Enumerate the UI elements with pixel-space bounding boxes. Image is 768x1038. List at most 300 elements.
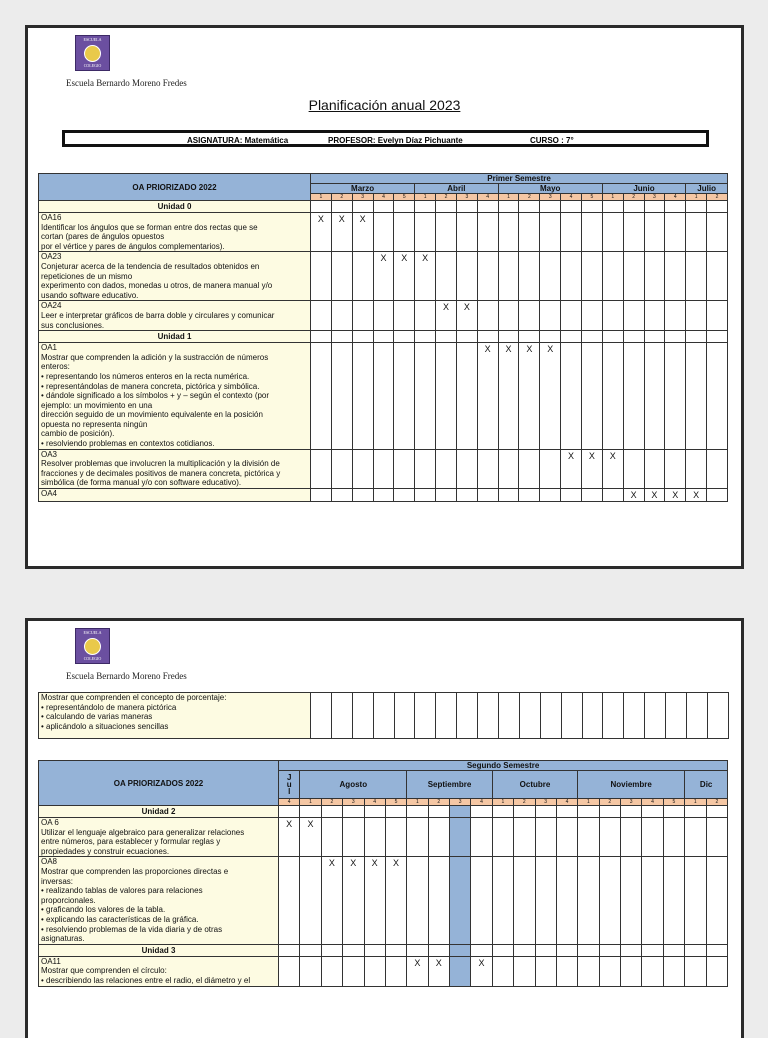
- month-header: Agosto: [300, 771, 407, 799]
- week-cell: [373, 449, 394, 488]
- week-cell: [343, 944, 364, 956]
- oa-text-line: • explicando las características de la gráfica.: [41, 914, 199, 924]
- week-cell: [492, 857, 513, 944]
- document-title: Planificación anual 2023: [308, 97, 461, 113]
- oa-description-cell: [39, 489, 311, 502]
- week-cell: [373, 343, 394, 450]
- month-header-julio: [279, 771, 300, 799]
- week-cell: [685, 818, 706, 857]
- week-number: 1: [407, 799, 428, 806]
- week-cell: [561, 693, 582, 739]
- week-cell: [623, 252, 644, 301]
- week-mark: X: [428, 956, 449, 986]
- week-mark: X: [394, 252, 415, 301]
- week-cell: [707, 201, 728, 213]
- week-mark: X: [364, 857, 385, 944]
- oa-text-line: Mostrar que comprenden el concepto de porcentaje:: [41, 693, 227, 702]
- week-cell: [665, 213, 686, 252]
- week-cell: [706, 806, 728, 818]
- week-cell: [706, 956, 728, 986]
- week-cell: [415, 693, 436, 739]
- week-cell: [436, 693, 457, 739]
- oa-header: OA PRIORIZADO 2022: [39, 174, 311, 201]
- week-cell: [642, 857, 663, 944]
- week-mark: X: [311, 213, 332, 252]
- week-cell: [364, 806, 385, 818]
- week-cell: [492, 806, 513, 818]
- unit-label: Unidad 1: [39, 331, 311, 343]
- week-cell: [394, 331, 415, 343]
- week-cell: [581, 331, 602, 343]
- week-number: 1: [602, 194, 623, 201]
- unit-label: Unidad 3: [39, 944, 279, 956]
- oa-code: OA8: [41, 857, 58, 867]
- week-mark: X: [279, 818, 300, 857]
- week-number: 3: [535, 799, 556, 806]
- week-number: 1: [578, 799, 599, 806]
- week-number: 5: [385, 799, 406, 806]
- week-cell: [578, 944, 599, 956]
- week-cell: [352, 301, 373, 331]
- week-cell: [685, 944, 706, 956]
- week-cell: [477, 331, 498, 343]
- oa-text-line: repeticiones de un mismo: [41, 271, 133, 281]
- oa-description-cell: [39, 252, 311, 301]
- week-cell: [645, 693, 666, 739]
- week-cell: [602, 343, 623, 450]
- oa-code: OA16: [41, 213, 62, 222]
- oa-text-line: • realizando tablas de valores para relaciones: [41, 886, 203, 896]
- oa-text-line: usando software educativo.: [41, 290, 139, 300]
- oa-text-line: asignaturas.: [41, 934, 85, 944]
- month-letter: l: [288, 787, 291, 796]
- week-cell: [436, 449, 457, 488]
- week-cell: [311, 449, 332, 488]
- week-cell: [519, 449, 540, 488]
- school-logo: [75, 628, 110, 664]
- week-cell: [300, 944, 321, 956]
- week-cell: [407, 818, 428, 857]
- week-cell: [436, 489, 457, 502]
- week-cell: [514, 857, 535, 944]
- week-cell: [311, 331, 332, 343]
- logo-bottom-text: COLEGIO: [83, 656, 102, 661]
- oa-text-line: opuesta no representa ningún: [41, 419, 148, 429]
- week-cell: [644, 449, 665, 488]
- oa-text-line: Resolver problemas que involucren la multiplicación y la división de: [41, 459, 280, 469]
- week-cell: [450, 857, 471, 944]
- logo-top-text: ESCUELA: [83, 630, 102, 635]
- oa-text-line: • calculando de varias maneras: [41, 712, 153, 722]
- week-mark: X: [407, 956, 428, 986]
- table-row: [39, 343, 728, 450]
- oa-text-line: Utilizar el lenguaje algebraico para generalizar relaciones: [41, 827, 245, 837]
- week-number: 2: [706, 799, 728, 806]
- week-cell: [561, 489, 582, 502]
- week-mark: X: [331, 213, 352, 252]
- oa-text-line: • dándole significado a los símbolos + y – según el contexto (por: [41, 391, 270, 401]
- week-cell: [394, 693, 415, 739]
- week-number: 3: [352, 194, 373, 201]
- logo-bottom-text: COLEGIO: [83, 63, 102, 68]
- week-cell: [665, 343, 686, 450]
- week-cell: [456, 213, 477, 252]
- week-cell: [321, 806, 342, 818]
- week-cell: [514, 956, 535, 986]
- week-cell: [477, 213, 498, 252]
- week-cell: [665, 201, 686, 213]
- week-mark: X: [498, 343, 519, 450]
- week-cell: [685, 857, 706, 944]
- week-number: 1: [686, 194, 707, 201]
- week-cell: [644, 343, 665, 450]
- week-cell: [352, 449, 373, 488]
- month-letter: J: [286, 773, 292, 782]
- week-mark: X: [385, 857, 406, 944]
- week-cell: [603, 693, 624, 739]
- oa-text-line: • representándolas de manera concreta, pictórica y simbólica.: [41, 381, 260, 391]
- oa-text-line: cambio de posición).: [41, 429, 115, 439]
- oa-code: OA1: [41, 343, 58, 353]
- month-header: Mayo: [498, 184, 602, 194]
- oa-description-cell: [39, 818, 279, 857]
- week-cell: [707, 449, 728, 488]
- week-mark: X: [477, 343, 498, 450]
- week-cell: [477, 252, 498, 301]
- week-cell: [556, 806, 577, 818]
- week-cell: [436, 331, 457, 343]
- week-mark: X: [352, 213, 373, 252]
- week-cell: [621, 806, 642, 818]
- week-cell: [540, 331, 561, 343]
- week-cell: [415, 213, 436, 252]
- oa-description-cell: [39, 956, 279, 986]
- month-header: Dic: [685, 771, 728, 799]
- week-cell: [352, 252, 373, 301]
- week-cell: [471, 818, 492, 857]
- table-row: [39, 449, 728, 488]
- oa-text-line: Leer e interpretar gráficos de barra doble y circulares y comunicar: [41, 310, 275, 320]
- week-cell: [686, 331, 707, 343]
- week-cell: [582, 693, 603, 739]
- week-mark: X: [623, 489, 644, 502]
- oa-code: OA 6: [41, 818, 59, 827]
- oa-text-line: Mostrar que comprenden las proporciones directas e: [41, 866, 229, 876]
- week-cell: [599, 944, 620, 956]
- week-cell: [477, 449, 498, 488]
- week-cell: [561, 343, 582, 450]
- month-header: Octubre: [492, 771, 578, 799]
- week-cell: [644, 213, 665, 252]
- week-cell: [352, 489, 373, 502]
- oa-code: OA4: [41, 489, 58, 499]
- week-cell: [343, 806, 364, 818]
- week-number: 1: [492, 799, 513, 806]
- week-number: 5: [581, 194, 602, 201]
- school-name: Escuela Bernardo Moreno Fredes: [66, 671, 187, 681]
- week-cell: [666, 693, 687, 739]
- week-number: 4: [642, 799, 663, 806]
- table-row: [39, 489, 728, 502]
- week-mark: X: [343, 857, 364, 944]
- week-cell: [428, 944, 449, 956]
- week-cell: [556, 857, 577, 944]
- week-cell: [456, 343, 477, 450]
- week-cell: [477, 201, 498, 213]
- week-cell: [456, 449, 477, 488]
- week-cell: [621, 818, 642, 857]
- week-cell: [665, 301, 686, 331]
- week-cell: [599, 857, 620, 944]
- week-mark: X: [581, 449, 602, 488]
- week-cell: [514, 944, 535, 956]
- week-cell: [581, 201, 602, 213]
- second-semester-table: [38, 760, 728, 987]
- week-cell: [499, 693, 520, 739]
- week-cell: [602, 213, 623, 252]
- week-cell: [428, 857, 449, 944]
- week-cell: [331, 201, 352, 213]
- week-cell: [471, 944, 492, 956]
- week-cell: [685, 806, 706, 818]
- week-cell: [450, 806, 471, 818]
- week-number: 1: [498, 194, 519, 201]
- week-cell: [498, 489, 519, 502]
- oa-text-line: sus conclusiones.: [41, 320, 105, 330]
- oa-text-line: • representándolo de manera pictórica: [41, 702, 177, 712]
- oa4-continuation-table: [38, 692, 729, 739]
- table-row: [39, 213, 728, 252]
- week-cell: [623, 301, 644, 331]
- unit-row: [39, 944, 728, 956]
- week-cell: [686, 449, 707, 488]
- week-cell: [642, 944, 663, 956]
- week-cell: [535, 944, 556, 956]
- week-cell: [621, 944, 642, 956]
- week-cell: [623, 331, 644, 343]
- oa-text-line: • graficando los valores de la tabla.: [41, 905, 166, 915]
- month-header: Noviembre: [578, 771, 685, 799]
- oa-description-cell: [39, 449, 311, 488]
- week-cell: [578, 857, 599, 944]
- week-cell: [352, 331, 373, 343]
- week-cell: [665, 449, 686, 488]
- school-logo: [75, 35, 110, 71]
- week-cell: [581, 343, 602, 450]
- week-cell: [686, 343, 707, 450]
- oa-code: OA24: [41, 301, 62, 311]
- oa-text-line: Identificar los ángulos que se forman entre dos rectas que se: [41, 222, 258, 232]
- week-cell: [519, 201, 540, 213]
- week-cell: [540, 213, 561, 252]
- oa-text-line: dirección seguido de un movimiento equivalente en la posición: [41, 410, 263, 420]
- school-name: Escuela Bernardo Moreno Fredes: [66, 78, 187, 88]
- oa-text-line: • aplicándolo a situaciones sencillas: [41, 721, 169, 731]
- week-number: 3: [450, 799, 471, 806]
- week-mark: X: [540, 343, 561, 450]
- week-number: 4: [373, 194, 394, 201]
- week-cell: [581, 301, 602, 331]
- oa-description-cell: [39, 693, 311, 739]
- week-cell: [373, 213, 394, 252]
- week-cell: [436, 252, 457, 301]
- week-mark: X: [519, 343, 540, 450]
- unit-row: [39, 201, 728, 213]
- table-row: [39, 818, 728, 857]
- week-number: 4: [279, 799, 300, 806]
- week-mark: X: [686, 489, 707, 502]
- week-cell: [436, 343, 457, 450]
- course-label: CURSO : 7°: [530, 136, 574, 145]
- week-cell: [540, 252, 561, 301]
- week-cell: [581, 252, 602, 301]
- week-cell: [599, 956, 620, 986]
- week-number: 4: [561, 194, 582, 201]
- week-cell: [644, 301, 665, 331]
- week-number: 2: [436, 194, 457, 201]
- week-cell: [321, 956, 342, 986]
- week-cell: [311, 343, 332, 450]
- week-cell: [498, 213, 519, 252]
- week-cell: [687, 693, 708, 739]
- week-cell: [394, 449, 415, 488]
- oa-text-line: Conjeturar acerca de la tendencia de resultados obtenidos en: [41, 261, 260, 271]
- week-cell: [561, 252, 582, 301]
- week-cell: [456, 201, 477, 213]
- week-cell: [385, 956, 406, 986]
- week-cell: [279, 857, 300, 944]
- week-cell: [428, 818, 449, 857]
- oa-text-line: Mostrar que comprenden la adición y la sustracción de números: [41, 352, 269, 362]
- oa-description-cell: [39, 857, 279, 944]
- week-cell: [407, 857, 428, 944]
- week-cell: [279, 806, 300, 818]
- week-cell: [602, 201, 623, 213]
- week-cell: [561, 213, 582, 252]
- week-cell: [707, 489, 728, 502]
- week-cell: [331, 489, 352, 502]
- week-cell: [415, 449, 436, 488]
- teacher-label: PROFESOR: Evelyn Díaz Pichuante: [328, 136, 463, 145]
- week-cell: [415, 301, 436, 331]
- week-cell: [311, 252, 332, 301]
- week-cell: [364, 956, 385, 986]
- week-mark: X: [415, 252, 436, 301]
- week-cell: [343, 956, 364, 986]
- oa-text-line: experimento con dados, monedas u otros, de manera manual y/o: [41, 281, 273, 291]
- week-cell: [394, 201, 415, 213]
- week-mark: X: [456, 301, 477, 331]
- week-number: 4: [471, 799, 492, 806]
- week-cell: [519, 252, 540, 301]
- week-cell: [535, 806, 556, 818]
- document-page-2: [25, 618, 744, 1038]
- week-cell: [300, 806, 321, 818]
- table-row: [39, 301, 728, 331]
- week-number: 1: [685, 799, 706, 806]
- oa-text-line: • resolviendo problemas de la vida diaria y de otras: [41, 924, 223, 934]
- week-number: 5: [663, 799, 684, 806]
- unit-row: [39, 806, 728, 818]
- week-cell: [300, 956, 321, 986]
- month-header: Marzo: [311, 184, 415, 194]
- logo-top-text: ESCUELA: [83, 37, 102, 42]
- week-cell: [519, 301, 540, 331]
- week-number: 4: [364, 799, 385, 806]
- week-cell: [561, 201, 582, 213]
- week-cell: [311, 693, 332, 739]
- week-cell: [364, 944, 385, 956]
- week-cell: [686, 201, 707, 213]
- week-cell: [498, 449, 519, 488]
- week-cell: [540, 449, 561, 488]
- oa-text-line: enteros:: [41, 362, 70, 372]
- week-cell: [602, 489, 623, 502]
- oa-code: OA11: [41, 956, 61, 966]
- week-cell: [663, 956, 684, 986]
- week-cell: [706, 818, 728, 857]
- oa-header: OA PRIORIZADOS 2022: [39, 761, 279, 806]
- week-cell: [415, 343, 436, 450]
- week-cell: [581, 213, 602, 252]
- week-cell: [492, 944, 513, 956]
- week-cell: [352, 343, 373, 450]
- logo-emblem-icon: [84, 45, 101, 62]
- week-cell: [707, 252, 728, 301]
- week-cell: [519, 489, 540, 502]
- table-row: [39, 252, 728, 301]
- table-row: [39, 693, 729, 739]
- week-number: 2: [519, 194, 540, 201]
- week-cell: [407, 806, 428, 818]
- week-cell: [300, 857, 321, 944]
- week-cell: [519, 331, 540, 343]
- week-mark: X: [665, 489, 686, 502]
- week-number: 2: [599, 799, 620, 806]
- week-number: 3: [644, 194, 665, 201]
- week-cell: [492, 818, 513, 857]
- week-cell: [644, 252, 665, 301]
- week-cell: [706, 857, 728, 944]
- subject-label: ASIGNATURA: Matemática: [187, 136, 289, 145]
- week-cell: [331, 301, 352, 331]
- week-mark: X: [373, 252, 394, 301]
- oa-text-line: cortan (pares de ángulos opuestos: [41, 232, 165, 242]
- week-number: 2: [707, 194, 728, 201]
- week-cell: [599, 818, 620, 857]
- oa-text-line: • describiendo las relaciones entre el radio, el diámetro y el: [41, 975, 251, 985]
- week-cell: [578, 818, 599, 857]
- week-cell: [519, 693, 540, 739]
- week-mark: X: [561, 449, 582, 488]
- week-cell: [407, 944, 428, 956]
- month-header: Junio: [602, 184, 685, 194]
- week-cell: [456, 489, 477, 502]
- week-cell: [665, 252, 686, 301]
- week-number: 4: [556, 799, 577, 806]
- week-cell: [373, 693, 394, 739]
- semester-header: Primer Semestre: [311, 174, 728, 184]
- week-cell: [385, 944, 406, 956]
- week-cell: [644, 201, 665, 213]
- week-cell: [373, 331, 394, 343]
- week-cell: [415, 201, 436, 213]
- oa-description-cell: [39, 301, 311, 331]
- week-cell: [623, 213, 644, 252]
- week-cell: [331, 449, 352, 488]
- oa-text-line: • resolviendo problemas en contextos cotidianos.: [41, 439, 215, 449]
- week-cell: [311, 301, 332, 331]
